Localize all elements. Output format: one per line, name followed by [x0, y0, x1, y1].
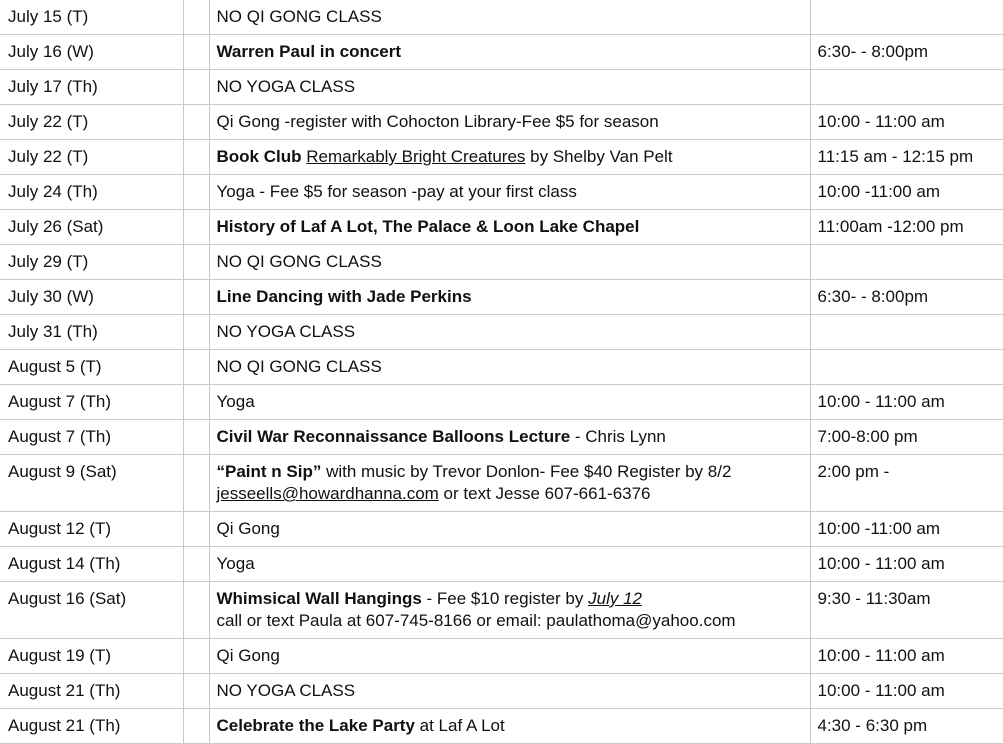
table-row: [0, 210, 1003, 245]
event-line: [217, 588, 804, 610]
event-text: NO QI GONG CLASS: [216, 7, 382, 26]
table-row: [0, 280, 1003, 315]
table-row: [0, 547, 1003, 582]
date-cell: July 29 (T): [0, 245, 183, 280]
event-text: NO YOGA CLASS: [216, 322, 356, 341]
event-line: [217, 426, 804, 448]
event-title: “Paint n Sip”: [216, 462, 322, 481]
event-text: or text Jesse 607-661-6376: [438, 484, 651, 503]
event-line: [217, 553, 804, 575]
event-line: [217, 321, 804, 343]
time-cell: 10:00 -11:00 am: [810, 512, 1003, 547]
event-title: Whimsical Wall Hangings: [216, 589, 422, 608]
event-title: Civil War Reconnaissance Balloons Lecture: [216, 427, 571, 446]
event-text: - Fee $10 register by: [421, 589, 589, 608]
time-cell: 6:30- - 8:00pm: [810, 35, 1003, 70]
event-title: Celebrate the Lake Party: [216, 716, 415, 735]
event-line: [217, 610, 804, 632]
event-line: [217, 461, 804, 483]
date-cell: July 15 (T): [0, 0, 183, 35]
date-cell: July 22 (T): [0, 140, 183, 175]
spacer-cell: [183, 385, 209, 420]
spacer-cell: [183, 70, 209, 105]
time-cell: 4:30 - 6:30 pm: [810, 709, 1003, 744]
event-line: [217, 715, 804, 737]
table-row: [0, 245, 1003, 280]
time-cell: 11:00am -12:00 pm: [810, 210, 1003, 245]
spacer-cell: [183, 315, 209, 350]
event-title: Line Dancing with Jade Perkins: [216, 287, 472, 306]
event-line: [217, 356, 804, 378]
date-cell: August 14 (Th): [0, 547, 183, 582]
time-cell: 10:00 - 11:00 am: [810, 547, 1003, 582]
table-row: [0, 35, 1003, 70]
date-cell: August 5 (T): [0, 350, 183, 385]
event-line: [217, 391, 804, 413]
table-row: [0, 674, 1003, 709]
event-line: [217, 518, 804, 540]
date-cell: July 17 (Th): [0, 70, 183, 105]
event-text: July 12: [588, 589, 642, 608]
table-row: [0, 582, 1003, 639]
date-cell: August 12 (T): [0, 512, 183, 547]
time-cell: 10:00 - 11:00 am: [810, 105, 1003, 140]
date-cell: July 31 (Th): [0, 315, 183, 350]
date-cell: August 21 (Th): [0, 709, 183, 744]
event-text: Remarkably Bright Creatures: [306, 147, 526, 166]
event-text: call or text Paula at 607-745-8166 or email: paulathoma@yahoo.com: [216, 611, 736, 630]
event-line: [217, 76, 804, 98]
spacer-cell: [183, 547, 209, 582]
event-text: with music by Trevor Donlon- Fee $40 Register by 8/2: [321, 462, 732, 481]
event-cell: [209, 709, 810, 744]
spacer-cell: [183, 674, 209, 709]
event-text: - Chris Lynn: [570, 427, 666, 446]
event-cell: [209, 547, 810, 582]
event-cell: [209, 385, 810, 420]
event-cell: [209, 0, 810, 35]
event-text: NO QI GONG CLASS: [216, 252, 382, 271]
email-link[interactable]: jesseells@howardhanna.com: [216, 484, 439, 503]
event-line: [217, 645, 804, 667]
table-row: [0, 0, 1003, 35]
event-line: [217, 111, 804, 133]
event-text: Qi Gong: [216, 519, 280, 538]
event-cell: [209, 420, 810, 455]
time-cell: 2:00 pm -: [810, 455, 1003, 512]
time-cell: 6:30- - 8:00pm: [810, 280, 1003, 315]
event-cell: [209, 280, 810, 315]
table-row: [0, 315, 1003, 350]
table-row: [0, 512, 1003, 547]
event-cell: [209, 582, 810, 639]
event-cell: [209, 105, 810, 140]
event-text: NO QI GONG CLASS: [216, 357, 382, 376]
event-cell: [209, 245, 810, 280]
spacer-cell: [183, 175, 209, 210]
spacer-cell: [183, 245, 209, 280]
time-cell: 7:00-8:00 pm: [810, 420, 1003, 455]
event-line: [217, 286, 804, 308]
date-cell: July 26 (Sat): [0, 210, 183, 245]
event-line: [217, 251, 804, 273]
time-cell: [810, 0, 1003, 35]
event-cell: [209, 639, 810, 674]
event-text: Yoga: [216, 392, 255, 411]
date-cell: July 24 (Th): [0, 175, 183, 210]
spacer-cell: [183, 35, 209, 70]
event-text: Yoga - Fee $5 for season -pay at your first class: [216, 182, 577, 201]
table-row: [0, 420, 1003, 455]
event-title: Book Club: [216, 147, 302, 166]
table-row: [0, 350, 1003, 385]
date-cell: August 19 (T): [0, 639, 183, 674]
time-cell: [810, 315, 1003, 350]
table-row: [0, 455, 1003, 512]
time-cell: [810, 70, 1003, 105]
time-cell: 11:15 am - 12:15 pm: [810, 140, 1003, 175]
table-row: [0, 105, 1003, 140]
event-line: [217, 483, 804, 505]
event-line: [217, 6, 804, 28]
event-text: Qi Gong: [216, 646, 280, 665]
event-cell: [209, 210, 810, 245]
spacer-cell: [183, 140, 209, 175]
event-line: [217, 680, 804, 702]
table-row: [0, 140, 1003, 175]
time-cell: 10:00 - 11:00 am: [810, 639, 1003, 674]
table-row: [0, 175, 1003, 210]
event-cell: [209, 315, 810, 350]
time-cell: 10:00 -11:00 am: [810, 175, 1003, 210]
event-cell: [209, 175, 810, 210]
spacer-cell: [183, 420, 209, 455]
time-cell: [810, 350, 1003, 385]
event-cell: [209, 455, 810, 512]
event-text: at Laf A Lot: [414, 716, 505, 735]
time-cell: 9:30 - 11:30am: [810, 582, 1003, 639]
event-text: by Shelby Van Pelt: [525, 147, 673, 166]
event-line: [217, 216, 804, 238]
date-cell: August 21 (Th): [0, 674, 183, 709]
spacer-cell: [183, 280, 209, 315]
event-title: Warren Paul in concert: [216, 42, 402, 61]
spacer-cell: [183, 0, 209, 35]
event-line: [217, 146, 804, 168]
spacer-cell: [183, 709, 209, 744]
event-cell: [209, 35, 810, 70]
date-cell: July 16 (W): [0, 35, 183, 70]
event-text: Yoga: [216, 554, 255, 573]
table-row: [0, 639, 1003, 674]
event-text: NO YOGA CLASS: [216, 681, 356, 700]
date-cell: August 7 (Th): [0, 420, 183, 455]
event-cell: [209, 350, 810, 385]
table-row: [0, 385, 1003, 420]
time-cell: [810, 245, 1003, 280]
date-cell: July 22 (T): [0, 105, 183, 140]
event-line: [217, 181, 804, 203]
date-cell: July 30 (W): [0, 280, 183, 315]
date-cell: August 7 (Th): [0, 385, 183, 420]
time-cell: 10:00 - 11:00 am: [810, 385, 1003, 420]
event-cell: [209, 140, 810, 175]
spacer-cell: [183, 455, 209, 512]
date-cell: August 16 (Sat): [0, 582, 183, 639]
spacer-cell: [183, 639, 209, 674]
event-line: [217, 41, 804, 63]
spacer-cell: [183, 350, 209, 385]
table-row: [0, 709, 1003, 744]
event-title: History of Laf A Lot, The Palace & Loon Lake Chapel: [216, 217, 640, 236]
spacer-cell: [183, 210, 209, 245]
event-cell: [209, 674, 810, 709]
spacer-cell: [183, 105, 209, 140]
table-row: [0, 70, 1003, 105]
date-cell: August 9 (Sat): [0, 455, 183, 512]
event-cell: [209, 512, 810, 547]
spacer-cell: [183, 512, 209, 547]
event-text: Qi Gong -register with Cohocton Library-Fee $5 for season: [216, 112, 659, 131]
event-cell: [209, 70, 810, 105]
time-cell: 10:00 - 11:00 am: [810, 674, 1003, 709]
spacer-cell: [183, 582, 209, 639]
event-text: NO YOGA CLASS: [216, 77, 356, 96]
